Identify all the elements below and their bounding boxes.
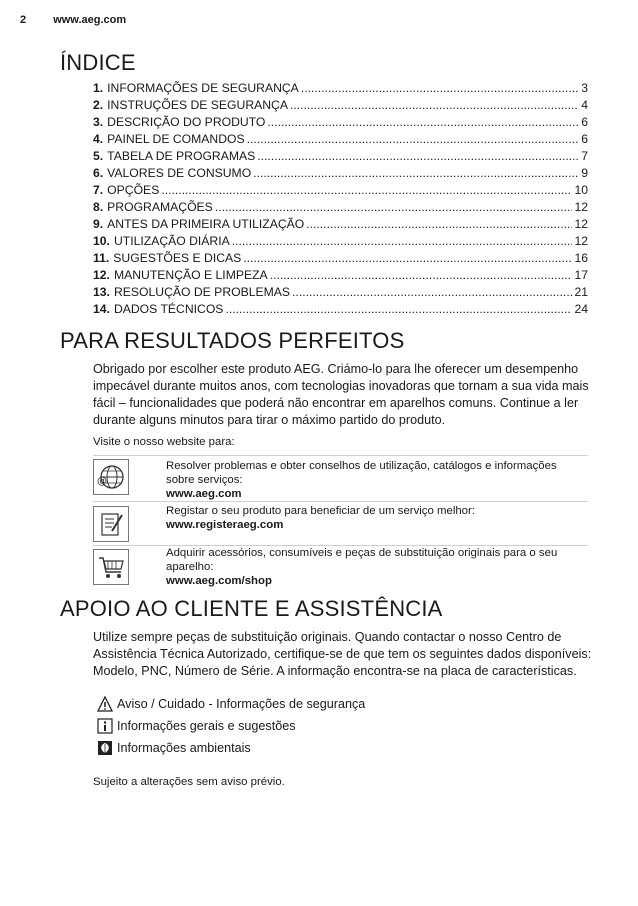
toc-entry-page: 12: [574, 217, 588, 231]
toc-entry[interactable]: [93, 284, 588, 301]
service-row-shop: [93, 545, 588, 590]
toc-entry[interactable]: [93, 250, 588, 267]
page-number: 2: [20, 14, 27, 26]
toc-entry-page: 4: [581, 98, 588, 112]
disclaimer-note: Sujeito a alterações sem aviso prévio.: [93, 776, 285, 788]
toc-entry-number: 7.: [93, 183, 104, 197]
info-icon: [97, 718, 113, 734]
toc-entry[interactable]: [93, 131, 588, 148]
toc-leader-dots: [225, 301, 572, 318]
toc-entry-number: 1.: [93, 81, 104, 95]
symbol-warning-label: Aviso / Cuidado - Informações de segurança: [117, 697, 366, 711]
service-text-web: Resolver problemas e obter conselhos de utilização, catálogos e informações sobre serviços:: [166, 460, 557, 486]
service-text-register: Registar o seu produto para beneficiar de um serviço melhor:: [166, 505, 475, 517]
toc-entry-page: 9: [581, 166, 588, 180]
toc-entry-label: INFORMAÇÕES DE SEGURANÇA: [107, 81, 299, 95]
symbol-warning: [97, 696, 365, 712]
toc-entry[interactable]: [93, 80, 588, 97]
toc-entry-page: 6: [581, 132, 588, 146]
service-row-register: [93, 501, 588, 546]
table-of-contents: [93, 80, 588, 318]
toc-entry-number: 14.: [93, 302, 110, 316]
toc-entry-page: 12: [574, 234, 588, 248]
index-title: ÍNDICE: [60, 50, 136, 75]
web-globe-icon: [93, 459, 129, 495]
toc-leader-dots: [290, 97, 579, 114]
toc-leader-dots: [267, 114, 579, 131]
page-header: [20, 14, 126, 26]
toc-entry-label: MANUTENÇÃO E LIMPEZA: [113, 268, 268, 282]
support-body: Utilize sempre peças de substituição originais. Quando contactar o nosso Centro de Assistência Técnica Autorizado, certifique-se de que tem os seguintes dados disponíveis: Modelo, PNC, Número de Série. A informação encontra-se na placa de características.: [93, 630, 592, 678]
toc-entry-page: 12: [574, 200, 588, 214]
toc-leader-dots: [247, 131, 580, 148]
service-text-shop: Adquirir acessórios, consumíveis e peças de substituição originais para o seu aparelho:: [166, 547, 558, 573]
warning-triangle-icon: [97, 696, 113, 712]
results-body: Obrigado por escolher este produto AEG. Criámo-lo para lhe oferecer um desempenho impecável durante muitos anos, com tecnologias inovadoras que tornam a sua vida mais fácil – funcionalidades que poderá não encontrar em aparelhos comuns. Continue a ler durante alguns minutos para tirar o máximo partido do produto.: [93, 362, 589, 427]
toc-entry-number: 2.: [93, 98, 104, 112]
toc-entry-label: TABELA DE PROGRAMAS: [107, 149, 256, 163]
toc-leader-dots: [232, 233, 573, 250]
toc-entry-number: 3.: [93, 115, 104, 129]
toc-entry[interactable]: [93, 165, 588, 182]
toc-entry[interactable]: [93, 267, 588, 284]
toc-entry-page: 6: [581, 115, 588, 129]
toc-leader-dots: [301, 80, 579, 97]
support-title: APOIO AO CLIENTE E ASSISTÊNCIA: [60, 596, 443, 621]
toc-entry-page: 17: [574, 268, 588, 282]
toc-entry[interactable]: [93, 114, 588, 131]
toc-leader-dots: [161, 182, 572, 199]
register-form-icon: [93, 506, 129, 542]
toc-entry-label: RESOLUÇÃO DE PROBLEMAS: [113, 285, 291, 299]
toc-entry-label: DESCRIÇÃO DO PRODUTO: [107, 115, 266, 129]
visit-text: Visite o nosso website para:: [93, 436, 235, 448]
toc-entry-number: 8.: [93, 200, 104, 214]
link-registeraeg[interactable]: www.registeraeg.com: [166, 519, 284, 531]
toc-entry[interactable]: [93, 97, 588, 114]
toc-entry-label: ANTES DA PRIMEIRA UTILIZAÇÃO: [107, 217, 305, 231]
environment-leaf-icon: [97, 740, 113, 756]
link-aeg-shop[interactable]: www.aeg.com/shop: [166, 575, 272, 587]
toc-leader-dots: [243, 250, 572, 267]
toc-entry[interactable]: [93, 301, 588, 318]
header-url[interactable]: www.aeg.com: [53, 14, 127, 26]
toc-entry-page: 3: [581, 81, 588, 95]
toc-entry-page: 24: [574, 302, 588, 316]
symbol-environment: [97, 740, 251, 756]
toc-entry[interactable]: [93, 199, 588, 216]
symbol-info: [97, 718, 296, 734]
toc-entry-label: OPÇÕES: [107, 183, 160, 197]
toc-leader-dots: [292, 284, 572, 301]
toc-entry-label: UTILIZAÇÃO DIÁRIA: [113, 234, 230, 248]
toc-entry[interactable]: [93, 182, 588, 199]
toc-entry-number: 12.: [93, 268, 110, 282]
symbol-environment-label: Informações ambientais: [117, 741, 251, 755]
toc-entry-label: PAINEL DE COMANDOS: [107, 132, 245, 146]
toc-entry-number: 6.: [93, 166, 104, 180]
toc-entry-label: DADOS TÉCNICOS: [113, 302, 224, 316]
toc-entry-label: INSTRUÇÕES DE SEGURANÇA: [107, 98, 288, 112]
toc-entry-label: VALORES DE CONSUMO: [107, 166, 252, 180]
toc-leader-dots: [270, 267, 573, 284]
results-title: PARA RESULTADOS PERFEITOS: [60, 328, 405, 353]
symbol-info-label: Informações gerais e sugestões: [117, 719, 296, 733]
toc-entry-page: 21: [574, 285, 588, 299]
toc-entry-number: 5.: [93, 149, 104, 163]
toc-entry-number: 9.: [93, 217, 104, 231]
toc-entry-number: 13.: [93, 285, 110, 299]
toc-leader-dots: [253, 165, 579, 182]
toc-leader-dots: [306, 216, 572, 233]
toc-entry-number: 10.: [93, 234, 110, 248]
toc-entry-label: PROGRAMAÇÕES: [107, 200, 213, 214]
toc-entry-number: 4.: [93, 132, 104, 146]
shopping-cart-icon: [93, 549, 129, 585]
toc-entry[interactable]: [93, 233, 588, 250]
toc-entry-number: 11.: [93, 251, 110, 265]
toc-leader-dots: [215, 199, 573, 216]
toc-entry-page: 10: [574, 183, 588, 197]
toc-entry-page: 7: [581, 149, 588, 163]
toc-leader-dots: [257, 148, 579, 165]
toc-entry-label: SUGESTÕES E DICAS: [113, 251, 242, 265]
toc-entry[interactable]: [93, 148, 588, 165]
svg-text:@: @: [97, 476, 107, 487]
service-row-web: [93, 455, 588, 502]
link-aeg[interactable]: www.aeg.com: [166, 488, 242, 500]
toc-entry-page: 16: [574, 251, 588, 265]
toc-entry[interactable]: [93, 216, 588, 233]
